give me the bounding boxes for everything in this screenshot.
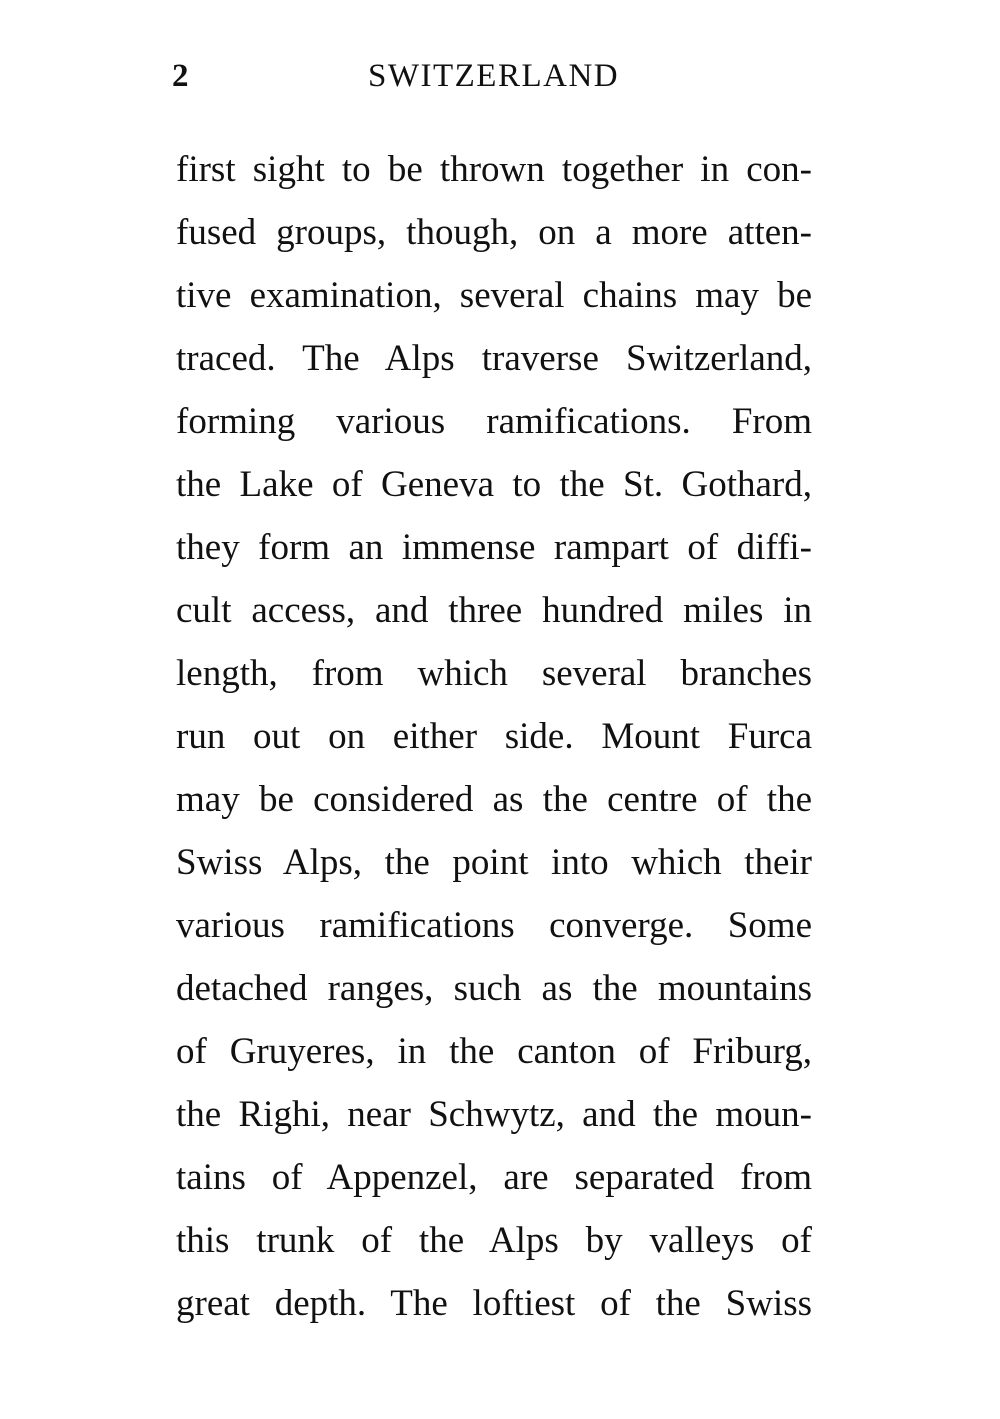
body-text bbox=[176, 138, 812, 1335]
text-line: the Lake of Geneva to the St. Gothard, bbox=[176, 464, 812, 505]
running-title: SWITZERLAND bbox=[368, 58, 620, 94]
text-line: great depth. The loftiest of the Swiss bbox=[176, 1283, 812, 1324]
text-line: forming various ramifications. From bbox=[176, 401, 812, 442]
text-line: fused groups, though, on a more atten- bbox=[176, 212, 812, 253]
text-line: length, from which several branches bbox=[176, 653, 812, 694]
text-line: traced. The Alps traverse Switzerland, bbox=[176, 338, 812, 379]
text-line: they form an immense rampart of diffi- bbox=[176, 527, 812, 568]
text-line: of Gruyeres, in the canton of Friburg, bbox=[176, 1031, 812, 1072]
text-line: first sight to be thrown together in con- bbox=[176, 149, 812, 190]
text-line: run out on either side. Mount Furca bbox=[176, 716, 812, 757]
text-line: Swiss Alps, the point into which their bbox=[176, 842, 812, 883]
text-line: tains of Appenzel, are separated from bbox=[176, 1157, 812, 1198]
page-number: 2 bbox=[172, 58, 190, 94]
text-line: various ramifications converge. Some bbox=[176, 905, 812, 946]
running-head bbox=[172, 58, 812, 108]
text-line: cult access, and three hundred miles in bbox=[176, 590, 812, 631]
text-line: the Righi, near Schwytz, and the moun- bbox=[176, 1094, 812, 1135]
text-line: detached ranges, such as the mountains bbox=[176, 968, 812, 1009]
text-line: tive examination, several chains may be bbox=[176, 275, 812, 316]
text-line: may be considered as the centre of the bbox=[176, 779, 812, 820]
text-line: this trunk of the Alps by valleys of bbox=[176, 1220, 812, 1261]
